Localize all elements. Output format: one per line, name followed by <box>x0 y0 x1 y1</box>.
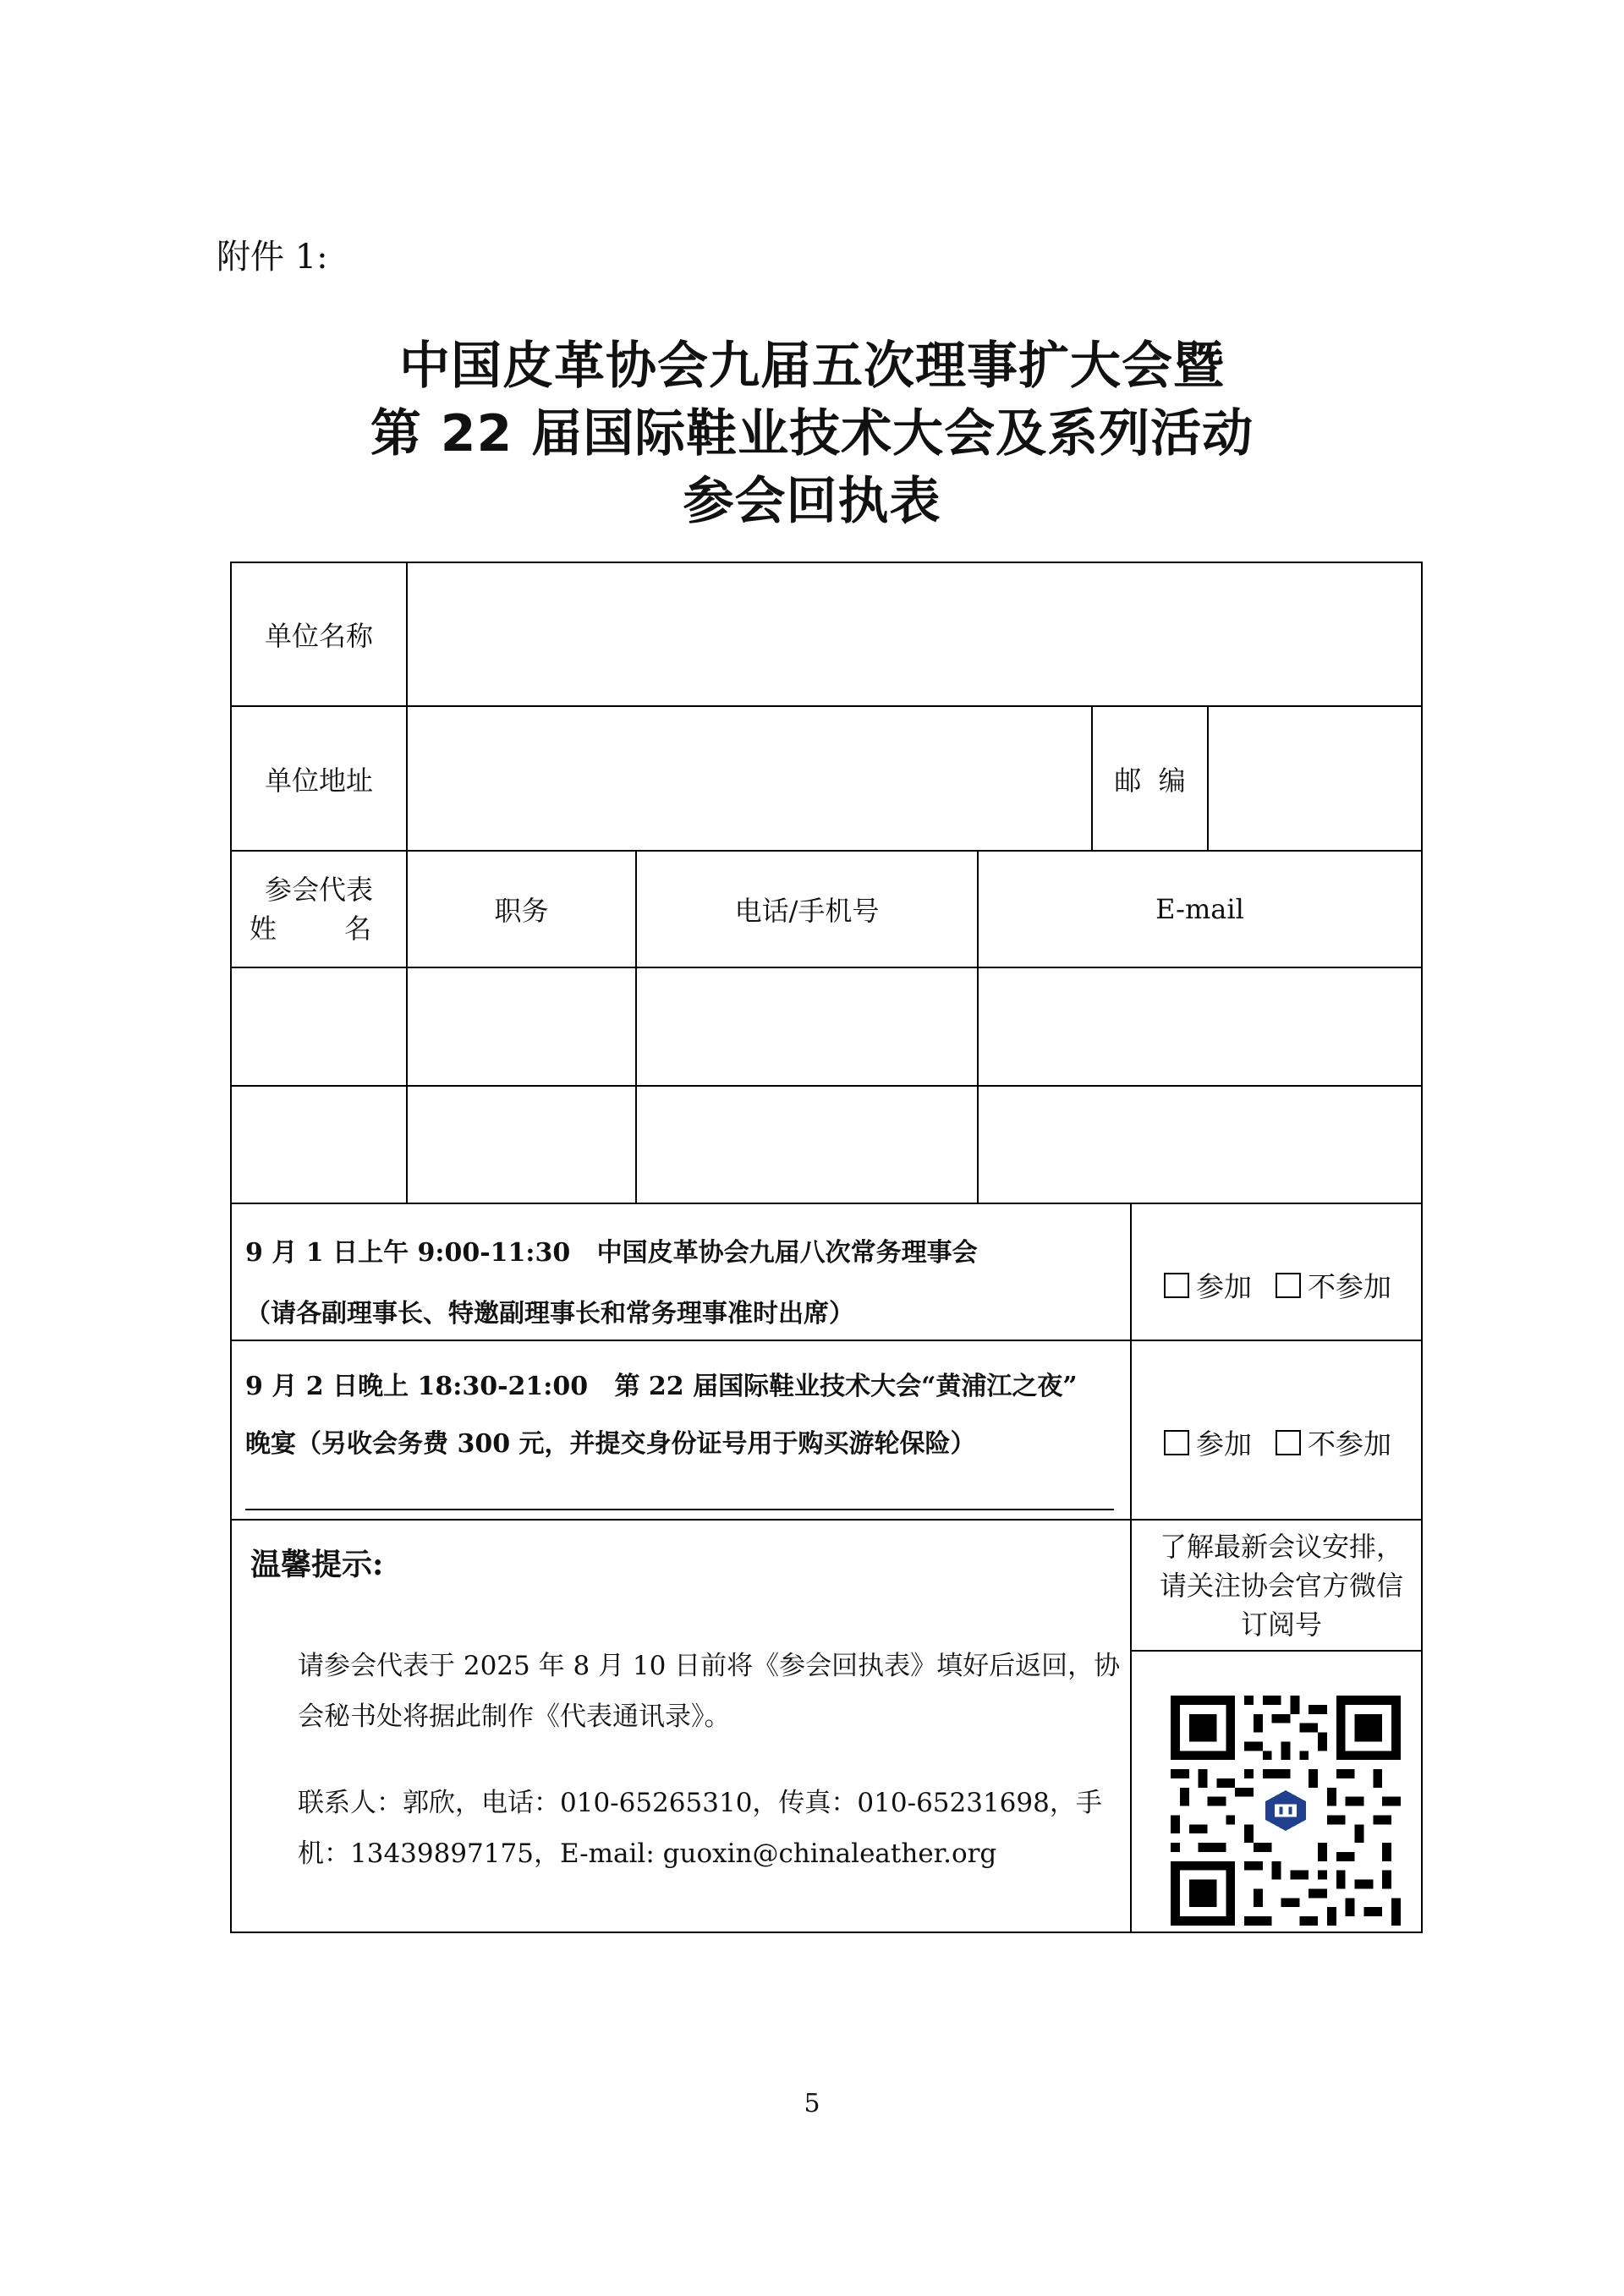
wechat-note-line-3: 订阅号 <box>1240 1608 1322 1641</box>
title-line-1: 中国皮革协会九届五次理事扩大会暨 <box>399 337 1225 396</box>
tips-title: 温馨提示: <box>250 1547 384 1582</box>
email-field-2[interactable] <box>979 1087 1421 1203</box>
wechat-note-line-2: 请关注协会官方微信 <box>1159 1570 1403 1602</box>
checkbox-icon[interactable] <box>1276 1273 1301 1298</box>
checkbox-icon[interactable] <box>1276 1430 1301 1455</box>
unit-address-label: 单位地址 <box>264 764 373 797</box>
rep-name-field-2[interactable] <box>232 1087 406 1203</box>
email-field-1[interactable] <box>979 968 1421 1085</box>
event-2-line-1: 9 月 2 日晚上 18:30-21:00 第 22 届国际鞋业技术大会“黄浦江之夜” <box>245 1372 1078 1401</box>
email-header: E-mail <box>1155 893 1244 925</box>
event-1-attend-option[interactable]: 参加 <box>1164 1265 1252 1305</box>
title-line-2: 第 22 届国际鞋业技术大会及系列活动 <box>370 404 1254 463</box>
rep-name-label-line2: 姓 名 <box>249 912 389 945</box>
qr-code-icon <box>1171 1696 1401 1926</box>
unit-name-field[interactable] <box>408 563 1421 705</box>
rep-name-header <box>232 852 406 967</box>
attachment-label: 附件 1: <box>217 238 328 277</box>
tips-paragraph-1: 请参会代表于 2025 年 8 月 10 日前将《参会回执表》填好后返回，协会秘书处将据此制作《代表通讯录》。 <box>298 1651 1121 1732</box>
rep-name-label-line1: 参会代表 <box>264 874 373 906</box>
event-2-line-2: 晚宴（另收会务费 300 元，并提交身份证号用于购买游轮保险） <box>245 1429 976 1459</box>
checkbox-icon[interactable] <box>1164 1273 1189 1298</box>
wechat-note <box>1142 1527 1421 1644</box>
postcode-label: 邮 编 <box>1114 764 1186 797</box>
phone-field-1[interactable] <box>637 968 977 1085</box>
postcode-field[interactable] <box>1209 707 1421 850</box>
phone-header: 电话/手机号 <box>734 895 880 927</box>
phone-field-2[interactable] <box>637 1087 977 1203</box>
event-2-attend-option[interactable]: 参加 <box>1164 1422 1252 1462</box>
event-1-not-attend-option[interactable]: 不参加 <box>1276 1265 1391 1305</box>
checkbox-icon[interactable] <box>1164 1430 1189 1455</box>
event-1-line-2: （请各副理事长、特邀副理事长和常务理事准时出席） <box>245 1299 854 1329</box>
tips-paragraph-2: 联系人：郭欣，电话：010-65265310，传真：010-65231698，手机：13439897175，E-mail: guoxin@chinaleather.org <box>298 1788 1102 1869</box>
title-line-3: 参会回执表 <box>683 472 941 531</box>
unit-name-label: 单位名称 <box>264 620 373 652</box>
wechat-note-line-1: 了解最新会议安排， <box>1159 1531 1403 1563</box>
position-field-2[interactable] <box>408 1087 635 1203</box>
event-2-not-attend-option[interactable]: 不参加 <box>1276 1422 1391 1462</box>
position-header: 职务 <box>494 895 549 927</box>
unit-address-field[interactable] <box>408 707 1091 850</box>
rep-name-field-1[interactable] <box>232 968 406 1085</box>
event-1-line-1: 9 月 1 日上午 9:00-11:30 中国皮革协会九届八次常务理事会 <box>245 1238 978 1268</box>
position-field-1[interactable] <box>408 968 635 1085</box>
page-number: 5 <box>804 2089 820 2118</box>
